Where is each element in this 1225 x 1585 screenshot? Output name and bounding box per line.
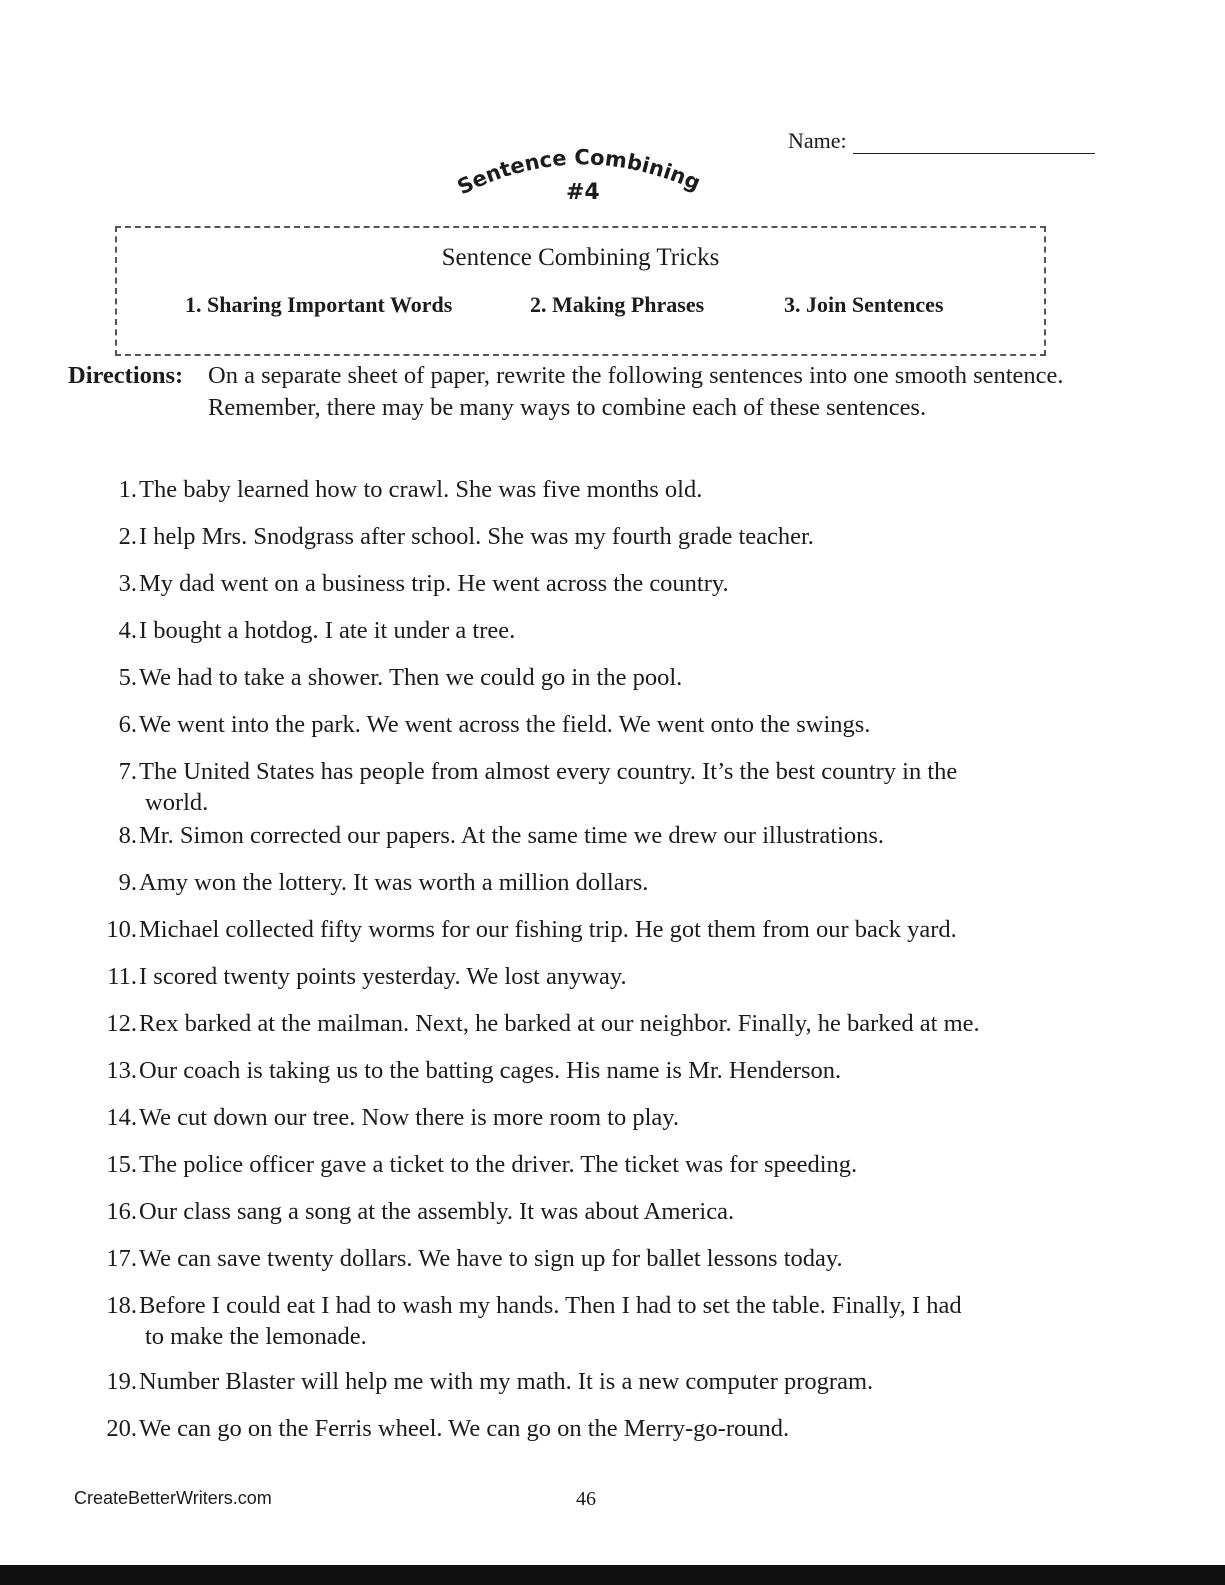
sentence-item — [95, 1290, 1095, 1352]
sentence-number: 7. — [118, 758, 137, 785]
footer-site: CreateBetterWriters.com — [74, 1488, 272, 1508]
sentence-item — [95, 1008, 1095, 1039]
sentence-text: I scored twenty points yesterday. We lost anyway. — [139, 963, 627, 990]
sentence-item — [95, 662, 1095, 693]
sentence-text: The United States has people from almost every country. It’s the best country in the — [139, 758, 958, 785]
sentence-text: My dad went on a business trip. He went across the country. — [139, 570, 729, 597]
sentence-number: 20. — [106, 1415, 137, 1442]
sentence-number: 10. — [106, 916, 137, 943]
sentence-text: Michael collected fifty worms for our fishing trip. He got them from our back yard. — [139, 916, 957, 943]
sentence-item — [95, 1102, 1095, 1133]
sentence-text: I help Mrs. Snodgrass after school. She was my fourth grade teacher. — [139, 523, 814, 550]
directions-text: On a separate sheet of paper, rewrite the following sentences into one smooth sentence. Remember, there may be many ways to combine each of these sentences. — [208, 362, 1064, 421]
sentence-text: Rex barked at the mailman. Next, he barked at our neighbor. Finally, he barked at me. — [139, 1010, 980, 1037]
sentence-item — [95, 1149, 1095, 1180]
trick-sharing-words: 1. Sharing Important Words — [185, 292, 453, 317]
sentence-text: Our coach is taking us to the batting cages. His name is Mr. Henderson. — [139, 1057, 842, 1084]
sentence-number: 14. — [106, 1104, 137, 1131]
sentence-item — [95, 820, 1095, 851]
sentence-item — [95, 1366, 1095, 1397]
sentence-number: 9. — [118, 869, 137, 896]
sentence-text-continued: world. — [145, 789, 209, 816]
sentence-number: 19. — [106, 1368, 137, 1395]
directions-label: Directions: — [68, 362, 184, 389]
sentence-item — [95, 521, 1095, 552]
sentence-text-continued: to make the lemonade. — [145, 1323, 367, 1350]
sentence-item — [95, 961, 1095, 992]
sentence-item — [95, 474, 1095, 505]
sentence-text: The police officer gave a ticket to the driver. The ticket was for speeding. — [139, 1151, 858, 1178]
sentence-text: Mr. Simon corrected our papers. At the same time we drew our illustrations. — [139, 822, 885, 849]
sentence-item — [95, 914, 1095, 945]
sentence-number: 3. — [118, 570, 137, 597]
sentence-item — [95, 1243, 1095, 1274]
sentence-text: Before I could eat I had to wash my hands. Then I had to set the table. Finally, I had — [139, 1292, 962, 1319]
tricks-title: Sentence Combining Tricks — [441, 244, 720, 271]
sentence-text: The baby learned how to crawl. She was five months old. — [139, 476, 703, 503]
sentence-number: 1. — [118, 476, 137, 503]
sentence-number: 17. — [106, 1245, 137, 1272]
sentence-number: 6. — [118, 711, 137, 738]
sentence-number: 15. — [106, 1151, 137, 1178]
sentence-number: 2. — [118, 523, 137, 550]
trick-join-sentences: 3. Join Sentences — [784, 292, 944, 317]
sentence-text: We had to take a shower. Then we could go in the pool. — [139, 664, 683, 691]
sentence-item — [95, 1413, 1095, 1444]
sentence-text: We went into the park. We went across the field. We went onto the swings. — [139, 711, 871, 738]
sentence-item — [95, 867, 1095, 898]
name-label: Name: — [788, 128, 847, 153]
sentence-text: We can save twenty dollars. We have to sign up for ballet lessons today. — [139, 1245, 843, 1272]
sentence-item — [95, 709, 1095, 740]
sentence-text: I bought a hotdog. I ate it under a tree. — [139, 617, 516, 644]
sentence-number: 4. — [118, 617, 137, 644]
sentence-text: We can go on the Ferris wheel. We can go on the Merry-go-round. — [139, 1415, 790, 1442]
sentence-number: 11. — [107, 963, 137, 990]
sentence-text: We cut down our tree. Now there is more room to play. — [139, 1104, 680, 1131]
sentence-list — [95, 0, 1105, 1460]
scan-edge-bar — [0, 1565, 1225, 1585]
title-arc-text: Sentence Combining — [453, 145, 705, 198]
sentence-item — [95, 1196, 1095, 1227]
sentence-text: Our class sang a song at the assembly. It was about America. — [139, 1198, 735, 1225]
sentence-text: Number Blaster will help me with my math. It is a new computer program. — [139, 1368, 874, 1395]
sentence-item — [95, 1055, 1095, 1086]
sentence-number: 16. — [106, 1198, 137, 1225]
title-number: #4 — [566, 180, 600, 205]
trick-making-phrases: 2. Making Phrases — [530, 292, 705, 317]
sentence-text: Amy won the lottery. It was worth a million dollars. — [139, 869, 649, 896]
sentence-number: 18. — [106, 1292, 137, 1319]
sentence-item — [95, 568, 1095, 599]
sentence-number: 13. — [106, 1057, 137, 1084]
sentence-number: 5. — [118, 664, 137, 691]
sentence-item — [95, 756, 1095, 818]
sentence-item — [95, 615, 1095, 646]
page-number: 46 — [576, 1488, 596, 1510]
sentence-number: 8. — [118, 822, 137, 849]
sentence-number: 12. — [106, 1010, 137, 1037]
